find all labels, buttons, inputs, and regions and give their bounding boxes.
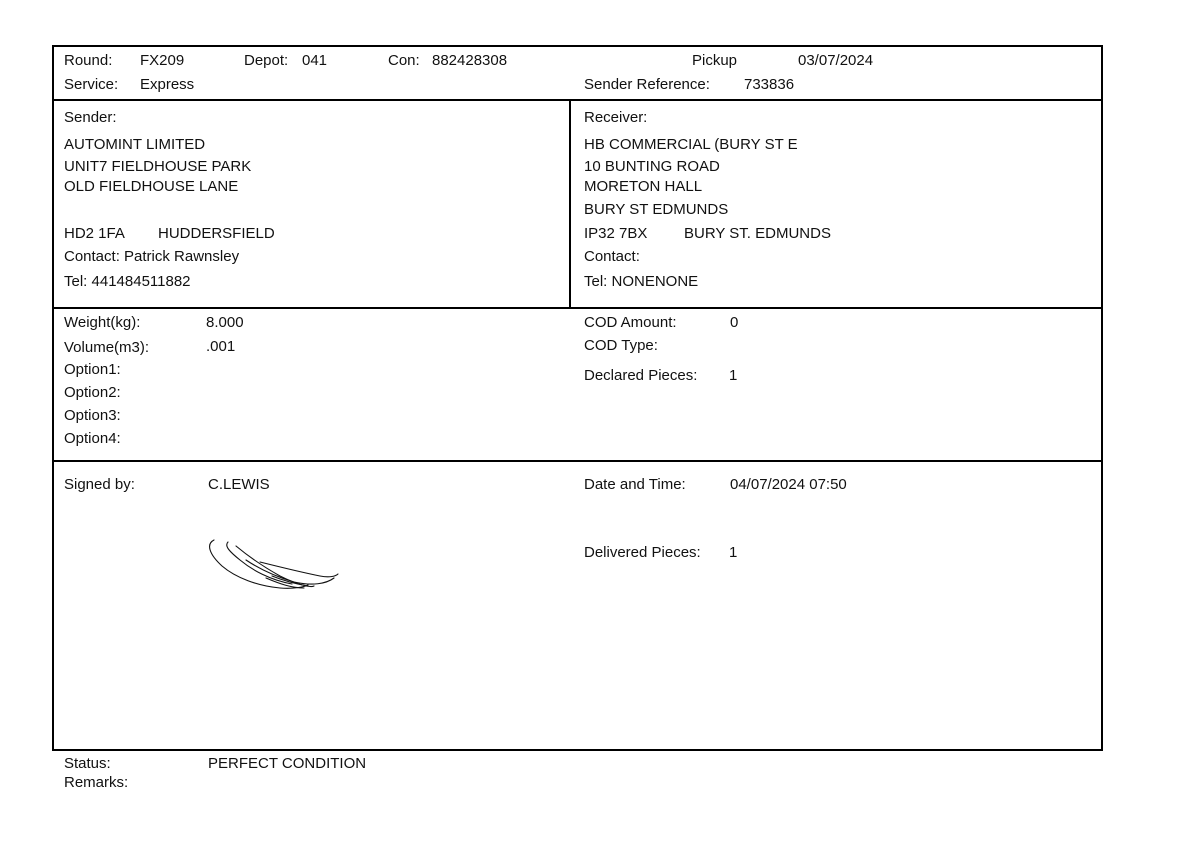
signed-by-label: Signed by: [64,476,135,493]
weight-label: Weight(kg): [64,314,141,331]
receiver-address-line3: BURY ST EDMUNDS [584,201,729,218]
frame-bottom [52,749,1103,751]
frame-top [52,45,1103,47]
frame-right [1101,45,1103,751]
date-time-label: Date and Time: [584,476,686,493]
round-value: FX209 [140,52,185,69]
con-label: Con: [388,52,420,69]
sender-contact: Contact: Patrick Rawnsley [64,248,240,265]
option1-label: Option1: [64,361,121,378]
remarks-label: Remarks: [64,774,129,791]
sender-postcode: HD2 1FA [64,225,125,242]
cod-type-label: COD Type: [584,337,658,354]
sender-reference-label: Sender Reference: [584,76,710,93]
divider-header [52,99,1103,101]
receiver-postcode: IP32 7BX [584,225,648,242]
receiver-address-line1: 10 BUNTING ROAD [584,158,720,175]
divider-sender-receiver [569,99,571,309]
option3-label: Option3: [64,407,121,424]
frame-left [52,45,54,751]
pickup-date: 03/07/2024 [798,52,874,69]
sender-reference-value: 733836 [744,76,795,93]
divider-addresses [52,307,1103,309]
receiver-name: HB COMMERCIAL (BURY ST E [584,136,798,153]
status-value: PERFECT CONDITION [208,755,367,772]
declared-pieces-value: 1 [729,367,738,384]
receiver-tel: Tel: NONENONE [584,273,699,290]
date-time-value: 04/07/2024 07:50 [730,476,847,493]
depot-value: 041 [302,52,328,69]
weight-value: 8.000 [206,314,244,331]
status-label: Status: [64,755,111,772]
sender-town: HUDDERSFIELD [158,225,275,242]
sender-name: AUTOMINT LIMITED [64,136,206,153]
receiver-town: BURY ST. EDMUNDS [684,225,831,242]
volume-label: Volume(m3): [64,339,150,356]
declared-pieces-label: Declared Pieces: [584,367,698,384]
delivered-pieces-value: 1 [729,544,738,561]
pickup-label: Pickup [692,52,738,69]
delivered-pieces-label: Delivered Pieces: [584,544,701,561]
con-value: 882428308 [432,52,508,69]
receiver-address-line2: MORETON HALL [584,178,703,195]
receiver-contact: Contact: [584,248,640,265]
option4-label: Option4: [64,430,121,447]
sender-address-line1: UNIT7 FIELDHOUSE PARK [64,158,252,175]
round-label: Round: [64,52,113,69]
service-value: Express [140,76,195,93]
receiver-heading: Receiver: [584,109,648,126]
signed-by-value: C.LEWIS [208,476,270,493]
volume-value: .001 [206,338,236,355]
cod-amount-value: 0 [730,314,739,331]
sender-tel: Tel: 441484511882 [64,273,191,290]
divider-shipment [52,460,1103,462]
depot-label: Depot: [244,52,289,69]
sender-heading: Sender: [64,109,117,126]
sender-address-line2: OLD FIELDHOUSE LANE [64,178,239,195]
signature-image [200,532,350,602]
option2-label: Option2: [64,384,121,401]
service-label: Service: [64,76,119,93]
cod-amount-label: COD Amount: [584,314,677,331]
